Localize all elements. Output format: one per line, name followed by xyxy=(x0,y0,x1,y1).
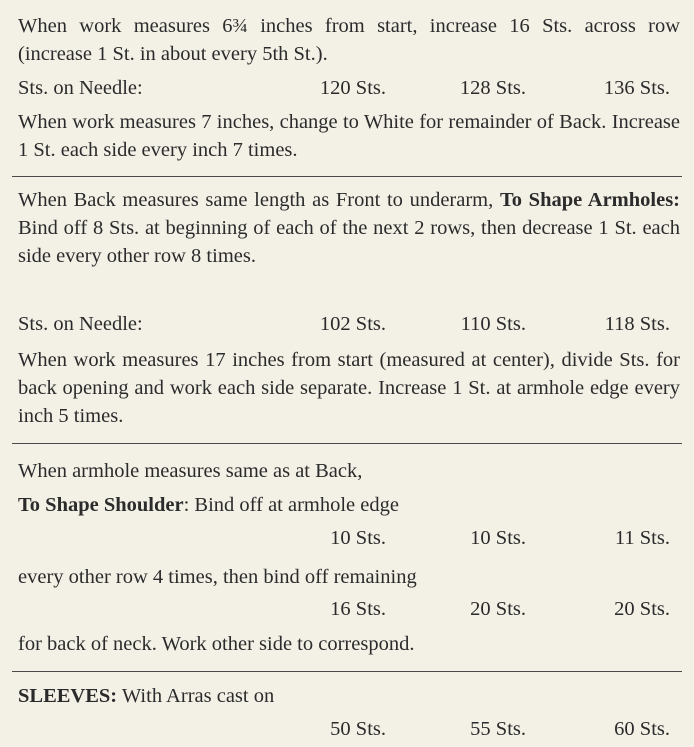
s4-row-1 xyxy=(18,715,678,743)
sleeves-heading: SLEEVES: xyxy=(18,685,118,707)
size-2-value: 110 Sts. xyxy=(460,313,526,335)
s3-row-2 xyxy=(18,595,678,623)
needle-label: Sts. on Needle: xyxy=(18,313,143,335)
s3-paragraph-3: every other row 4 times, then bind off remaining xyxy=(18,566,417,588)
size-1-value: 50 Sts. xyxy=(330,718,386,740)
size-3-value: 60 Sts. xyxy=(614,718,670,740)
size-1-value: 16 Sts. xyxy=(330,598,386,620)
s3-shoulder-line xyxy=(18,491,680,519)
s3-instructions: : Bind off at armhole edge xyxy=(183,494,399,516)
size-3-value: 118 Sts. xyxy=(604,313,670,335)
s4-instructions: With Arras cast on xyxy=(117,685,275,707)
s4-sleeves-line xyxy=(18,682,680,710)
size-2-value: 10 Sts. xyxy=(470,527,526,549)
needle-label: Sts. on Needle: xyxy=(18,77,143,99)
divider-1 xyxy=(12,176,682,177)
s2-intro: When Back measures same length as Front to underarm, xyxy=(18,189,494,211)
s2-needle-row xyxy=(18,310,678,338)
divider-3 xyxy=(12,671,682,672)
shape-armholes-heading: To Shape Armholes: xyxy=(499,189,681,211)
size-2-value: 20 Sts. xyxy=(470,598,526,620)
size-2-value: 128 Sts. xyxy=(459,77,526,99)
s2-instructions: Bind off 8 Sts. at beginning of each of the next 2 rows, then decrease 1 St. each side every other row 8 times. xyxy=(18,217,680,267)
s2-paragraph-1 xyxy=(18,186,680,270)
s2-paragraph-2: When work measures 17 inches from start (measured at center), divide Sts. for back opening and work each side separate. Increase 1 St. at armhole edge every inch 5 times. xyxy=(18,349,680,427)
divider-2 xyxy=(12,443,682,444)
s3-paragraph-1: When armhole measures same as at Back, xyxy=(18,460,363,482)
size-1-value: 102 Sts. xyxy=(319,313,386,335)
size-3-value: 136 Sts. xyxy=(603,77,670,99)
size-2-value: 55 Sts. xyxy=(470,718,526,740)
size-3-value: 20 Sts. xyxy=(614,598,670,620)
s1-paragraph-1: When work measures 6¾ inches from start, increase 16 Sts. across row (increase 1 St. in about every 5th St.). xyxy=(18,15,680,65)
s3-row-1 xyxy=(18,524,678,552)
size-3-value: 11 Sts. xyxy=(614,527,670,549)
size-1-value: 120 Sts. xyxy=(319,77,386,99)
s1-paragraph-2: When work measures 7 inches, change to White for remainder of Back. Increase 1 St. each side every inch 7 times. xyxy=(18,111,680,161)
shape-shoulder-heading: To Shape Shoulder xyxy=(18,494,184,516)
s3-paragraph-4: for back of neck. Work other side to correspond. xyxy=(18,633,415,655)
size-1-value: 10 Sts. xyxy=(330,527,386,549)
s1-needle-row xyxy=(18,74,678,102)
